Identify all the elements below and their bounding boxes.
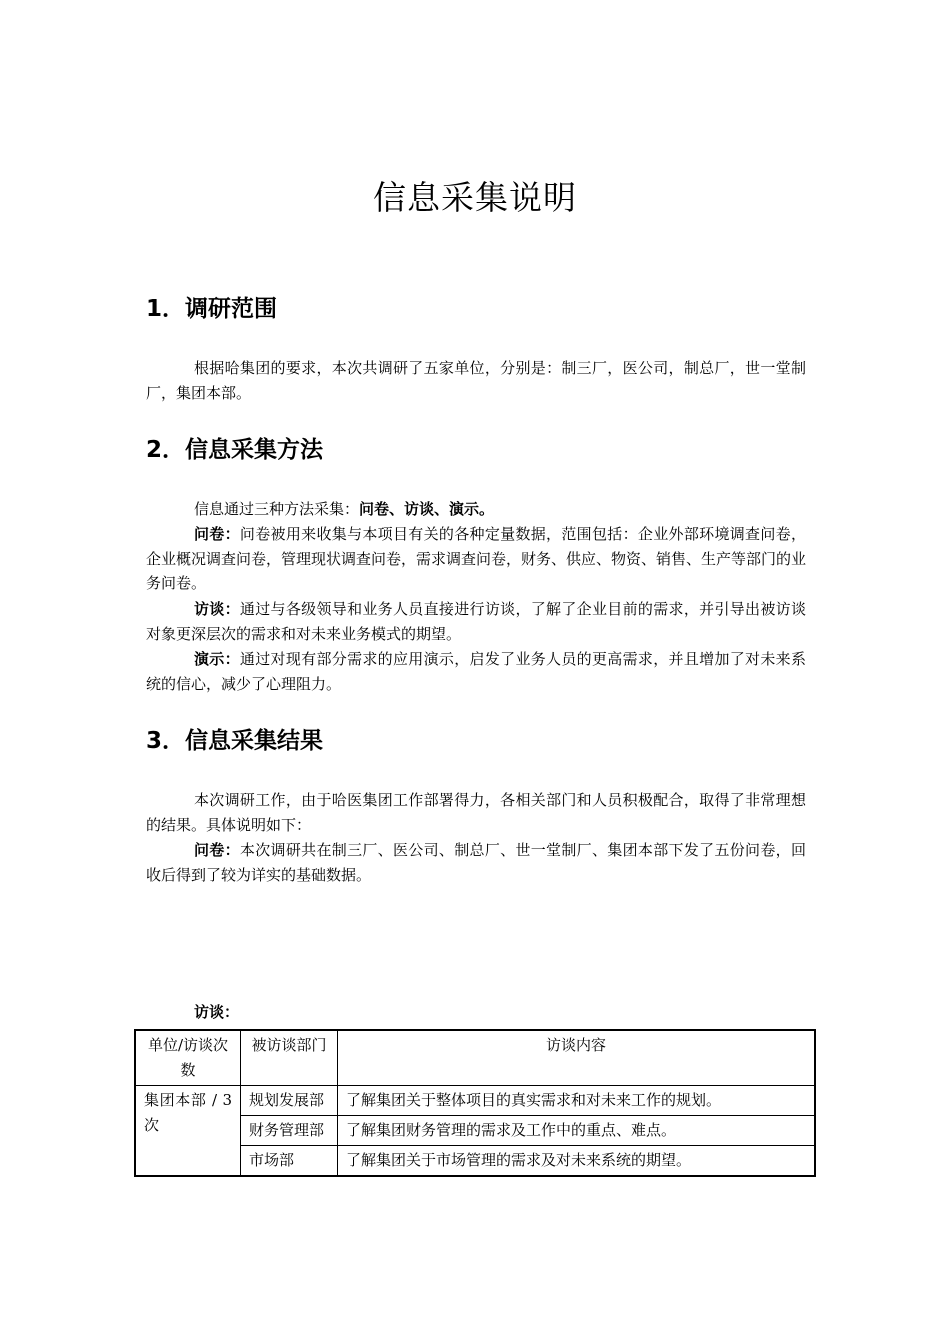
table-row bbox=[135, 1086, 815, 1116]
interview-label-text: 访谈： bbox=[194, 1003, 240, 1021]
section-2-intro bbox=[146, 497, 806, 522]
intro-methods: 问卷、访谈、演示。 bbox=[359, 500, 495, 518]
content-cell: 了解集团关于整体项目的真实需求和对未来工作的规划。 bbox=[338, 1086, 816, 1116]
method-label: 问卷： bbox=[194, 525, 240, 543]
method-label: 演示： bbox=[194, 650, 240, 668]
header-unit: 单位/访谈次数 bbox=[135, 1030, 241, 1086]
result-text: 本次调研共在制三厂、医公司、制总厂、世一堂制厂、集团本部下发了五份问卷，回收后得到了较为详实的基础数据。 bbox=[146, 841, 806, 884]
intro-text: 信息通过三种方法采集： bbox=[194, 500, 360, 518]
interview-label bbox=[146, 1000, 806, 1025]
section-1-paragraph: 根据哈集团的要求，本次共调研了五家单位，分别是：制三厂，医公司，制总厂，世一堂制厂，集团本部。 bbox=[146, 359, 806, 402]
interview-table bbox=[134, 1029, 816, 1177]
unit-cell: 集团本部 / 3次 bbox=[135, 1086, 241, 1177]
dept-cell: 财务管理部 bbox=[241, 1116, 338, 1146]
method-interview bbox=[146, 597, 806, 646]
content-cell: 了解集团关于市场管理的需求及对未来系统的期望。 bbox=[338, 1146, 816, 1177]
section-2-heading: 2．信息采集方法 bbox=[146, 437, 324, 463]
method-questionnaire bbox=[146, 522, 806, 596]
dept-cell: 规划发展部 bbox=[241, 1086, 338, 1116]
method-label: 访谈： bbox=[194, 600, 240, 618]
result-questionnaire bbox=[146, 838, 806, 887]
method-demo bbox=[146, 647, 806, 696]
result-label: 问卷： bbox=[194, 841, 240, 859]
method-text: 通过对现有部分需求的应用演示，启发了业务人员的更高需求，并且增加了对未来系统的信心，减少了心理阻力。 bbox=[146, 650, 806, 693]
section-1-heading: 1．调研范围 bbox=[146, 296, 278, 322]
content-cell: 了解集团财务管理的需求及工作中的重点、难点。 bbox=[338, 1116, 816, 1146]
section-3-paragraph: 本次调研工作，由于哈医集团工作部署得力，各相关部门和人员积极配合，取得了非常理想的结果。具体说明如下： bbox=[146, 791, 806, 834]
section-3-heading: 3．信息采集结果 bbox=[146, 728, 324, 754]
page-title: 信息采集说明 bbox=[373, 178, 577, 217]
method-text: 问卷被用来收集与本项目有关的各种定量数据，范围包括：企业外部环境调查问卷，企业概况调查问卷，管理现状调查问卷，需求调查问卷，财务、供应、物资、销售、生产等部门的业务问卷。 bbox=[146, 525, 807, 592]
dept-cell: 市场部 bbox=[241, 1146, 338, 1177]
header-content: 访谈内容 bbox=[338, 1030, 816, 1086]
method-text: 通过与各级领导和业务人员直接进行访谈，了解了企业目前的需求，并引导出被访谈对象更深层次的需求和对未来业务模式的期望。 bbox=[146, 600, 806, 643]
table-header-row bbox=[135, 1030, 815, 1086]
header-dept: 被访谈部门 bbox=[241, 1030, 338, 1086]
